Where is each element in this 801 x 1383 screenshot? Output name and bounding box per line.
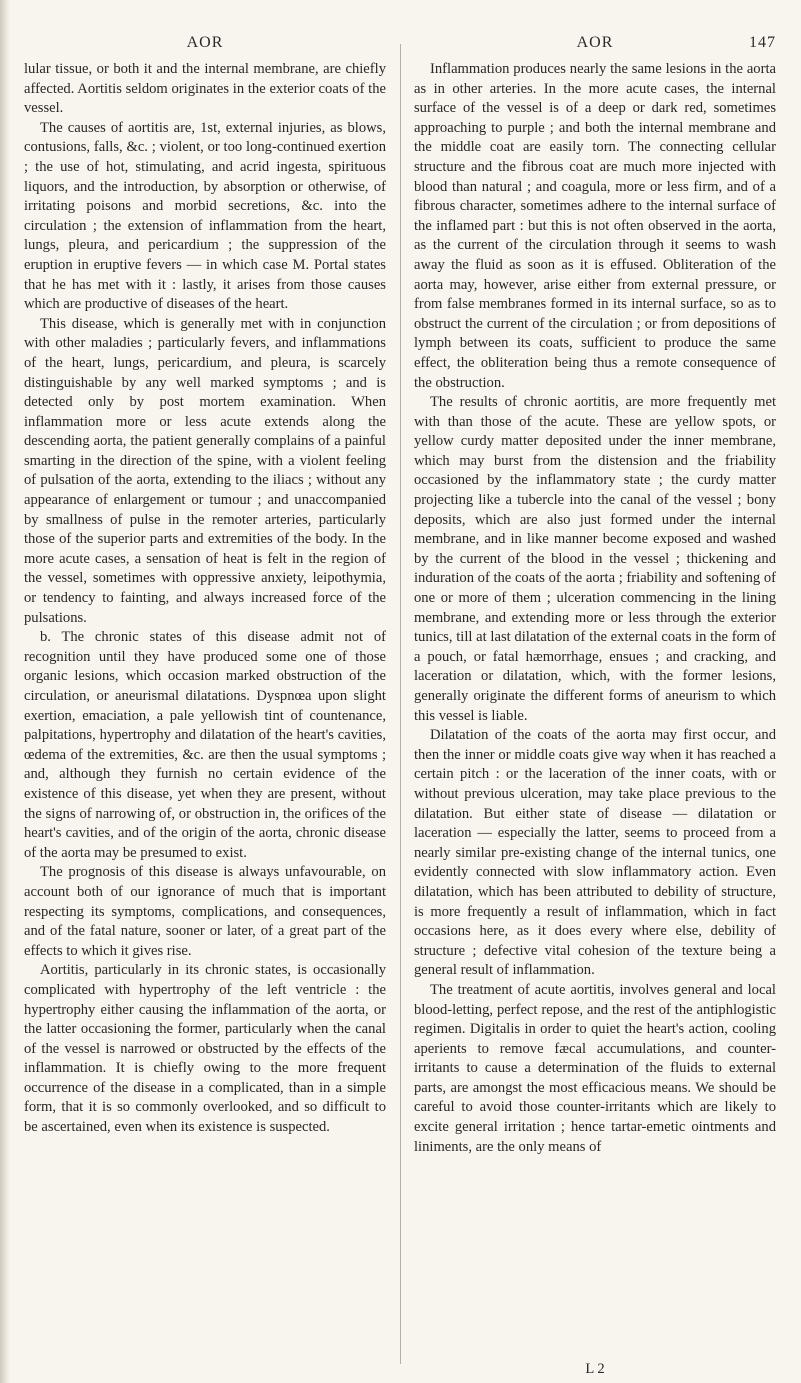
paragraph: The causes of aortitis are, 1st, external injuries, as blows, contusions, falls, &c. ; violent, or too long-continued exertion ; the use of hot, stimulating, and acrid ingesta, spirituous liquors, and the introduction, by absorption or otherwise, of irritating poisons and morbid secretions, &c. into the circulation ; the extension of inflammation from the heart, lungs, pleura, and pericardium ; the suppression of the eruption in eruptive fevers — in which case M. Portal states that he has met with it : lastly, it arises from those causes which are productive of diseases of the heart. bbox=[24, 119, 386, 313]
running-head-right bbox=[414, 34, 776, 56]
paragraph: The prognosis of this disease is always unfavourable, on account both of our ignorance of much that is important respecting its symptoms, complications, and consequences, and of the fatal nature, sooner or later, of a great part of the effects to which it gives rise. bbox=[24, 864, 386, 959]
running-head-left bbox=[24, 34, 386, 56]
page-number: 147 bbox=[749, 34, 776, 51]
right-text-column bbox=[414, 60, 776, 1157]
paragraph: Aortitis, particularly in its chronic states, is occasionally complicated with hypertrophy of the left ventricle : the hypertrophy either causing the inflammation of the aorta, or the latter occasioning the former, particularly when the canal of the vessel is narrowed or obstructed by the effects of the inflammation. It is chiefly owing to the more frequent occurrence of the disease in a complicated, than in a simple form, that it is so commonly overlooked, and so difficult to be ascertained, even when its existence is suspected. bbox=[24, 962, 386, 1136]
left-text-column bbox=[24, 60, 386, 1138]
paragraph: Dilatation of the coats of the aorta may first occur, and then the inner or middle coats give way when it has reached a certain pitch : or the laceration of the inner coats, with or without previous ulceration, may take place previous to the dilatation. But either state of disease — dilatation or laceration — especially the latter, seems to proceed from a nearly similar pre-existing change of the internal tunics, one evidently connected with slow inflammatory action. Even dilatation, which has been attributed to debility of structure, is more frequently a result of inflammation, which in fact occasions here, as it does every where else, debility of structure ; defective vital cohesion of the texture being a general result of inflammation. bbox=[414, 727, 776, 979]
paragraph: The results of chronic aortitis, are more frequently met with than those of the acute. These are yellow spots, or yellow curdy matter deposited under the inner membrane, which may burst from the distension and the friability occasioned by the inflammatory state ; the curdy matter projecting like a tubercle into the canal of the vessel ; bony deposits, which are also just formed under the internal membrane, and in like manner become exposed and washed by the current of the blood in the vessel ; thickening and induration of the coats of the aorta ; friability and softening of one or more of them ; ulceration commencing in the lining membrane, and extending more or less through the exterior tunics, till at last dilatation of the external coats in the form of a pouch, or fatal hæmorrhage, ensues ; and cracking, and laceration or dilatation, which, with the former lesions, generally originate the different forms of aneurism to which this vessel is liable. bbox=[414, 394, 776, 724]
running-head-left-text: AOR bbox=[186, 34, 224, 51]
column-divider bbox=[400, 44, 401, 1364]
binding-edge bbox=[0, 0, 10, 1383]
paragraph: Inflammation produces nearly the same lesions in the aorta as in other arteries. In the more acute cases, the internal surface of the vessel is of a deep or dark red, sometimes approaching to purple ; and both the internal membrane and the middle coat are easily torn. The connecting cellular structure and the fibrous coat are much more injected with blood than natural ; and coagula, more or less firm, and of a fibrous character, sometimes adhere to the internal surface of the inflamed part : but this is not often observed in the aorta, as the current of the circulation through it seems to wash away the fluid as soon as it is effused. Obliteration of the aorta may, however, arise either from external pressure, or from false membranes formed in its internal surface, so as to obstruct the current of the circulation ; or from depositions of lymph between its coats, sufficient to produce the same effect, the obliteration being thus a remote consequence of the obstruction. bbox=[414, 61, 776, 391]
paragraph: b. The chronic states of this disease admit not of recognition until they have produced some one of those organic lesions, which occasion marked obstruction of the circulation, or aneurismal dilatations. Dyspnœa upon slight exertion, emaciation, a pale yellowish tint of countenance, palpitations, hypertrophy and dilatation of the heart's cavities, œdema of the extremities, &c. are then the usual symptoms ; and, although they furnish no certain evidence of the existence of this disease, yet when they are present, without the signs of narrowing of, or obstruction in, the orifices of the heart's cavities, and of the origin of the aorta, chronic disease of the aorta may be presumed to exist. bbox=[24, 629, 386, 861]
paragraph: The treatment of acute aortitis, involves general and local blood-letting, perfect repose, and the rest of the antiphlogistic regimen. Digitalis in order to quiet the heart's action, cooling aperients to remove fæcal accumulations, and counter-irritants to cause a determination of the fluids to external parts, are amongst the most efficacious means. We should be careful to avoid those counter-irritants which are likely to excite general irritation ; hence tartar-emetic ointments and liniments, are the only means of bbox=[414, 981, 776, 1155]
running-head-right-text: AOR bbox=[576, 34, 614, 51]
paragraph: This disease, which is generally met with in conjunction with other maladies ; particularly fevers, and inflammations of the heart, lungs, pericardium, and pleura, is scarcely distinguishable by any well marked symptoms ; and is detected only by post mortem examination. When inflammation more or less acute extends along the descending aorta, the patient generally complains of a painful smarting in the direction of the spine, with a violent feeling of pulsation of the aorta, extending to the iliacs ; without any appearance of enlargement or tumour ; and unaccompanied by smallness of pulse in the remoter arteries, particularly those of the superior parts and extremities of the body. In the more acute cases, a sensation of heat is felt in the region of the vessel, sometimes with oppressive anxiety, leipothymia, or tendency to fainting, and always increased force of the pulsations. bbox=[24, 315, 386, 626]
signature-mark: L 2 bbox=[585, 1361, 605, 1377]
paragraph: lular tissue, or both it and the internal membrane, are chiefly affected. Aortitis seldom originates in the exterior coats of the vessel. bbox=[24, 61, 386, 117]
